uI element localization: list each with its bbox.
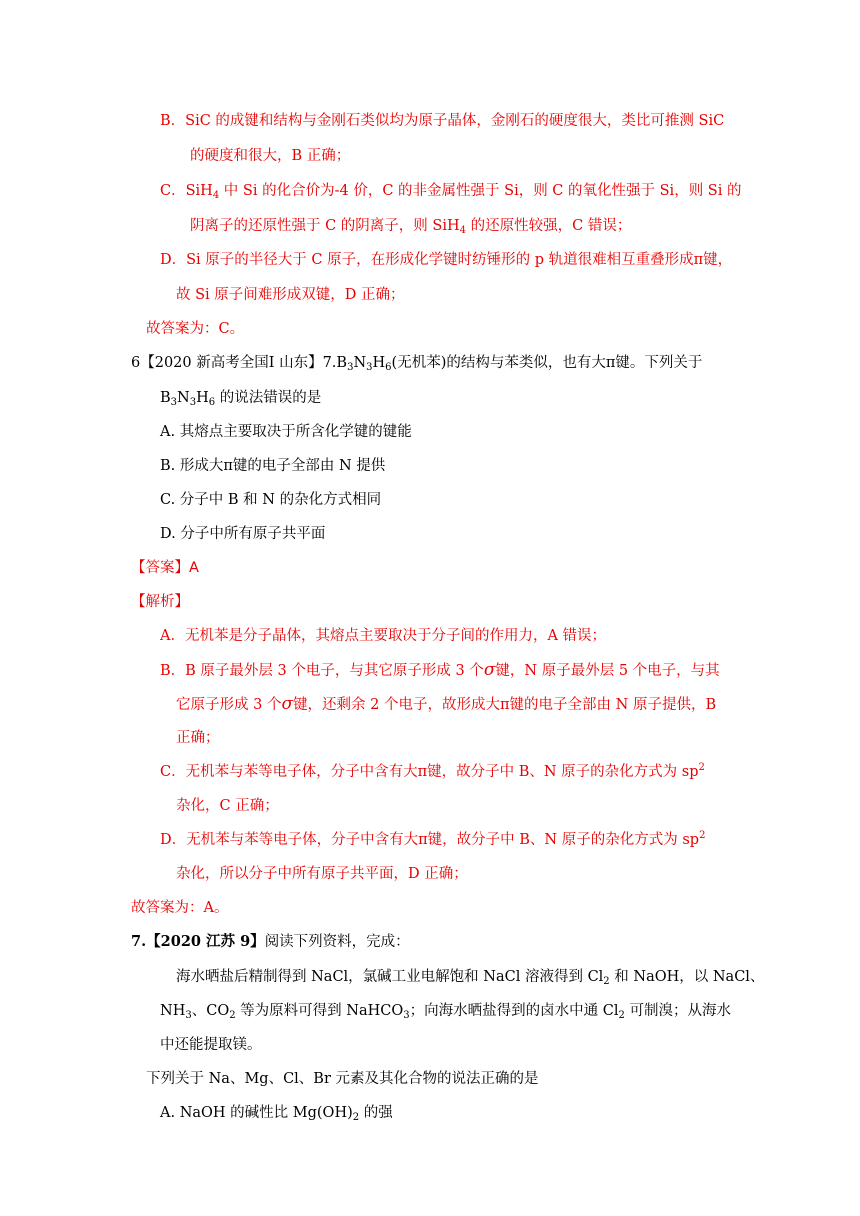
sigma-symbol: σ <box>483 660 496 680</box>
q7-material-line3: 中还能提取镁。 <box>160 1037 262 1053</box>
q6-stem-line1: 6【2020 新高考全国Ⅰ 山东】$7.B_3N_3H_6$(无机苯)的结构与苯类似，也有大π键。下列关于 <box>131 355 703 373</box>
pi-symbol: π <box>417 764 428 780</box>
q6-analysis-d-line2: 杂化，所以分子中所有原子共平面，D 正确； <box>176 866 468 882</box>
q6-analysis-c-line2: 杂化，C 正确； <box>176 798 279 814</box>
q6-analysis-a: A．无机苯是分子晶体，其熔点主要取决于分子间的作用力，A 错误； <box>160 628 607 644</box>
pi-symbol: π <box>500 697 510 713</box>
q6-conclusion: 故答案为：A。 <box>131 900 229 916</box>
q7-heading: 7.【2020 江苏 9】阅读下列资料，完成： <box>131 933 410 950</box>
q6-option-a: A. 其熔点主要取决于所含化学键的键能 <box>160 424 412 440</box>
q6-option-b: B. 形成大π键的电子全部由 N 提供 <box>160 458 386 474</box>
q6-analysis-c-line1: C．无机苯与苯等电子体，分子中含有大π键，故分子中 B、N 原子的杂化方式为 $sp^2$ <box>160 762 705 780</box>
q6-analysis-label: 【解析】 <box>131 594 189 610</box>
prev-option-d-line1: D．Si 原子的半径大于 C 原子，在形成化学键时纺锤形的 p 轨道很难相互重叠形成π键， <box>160 252 733 268</box>
prev-option-b-line2: 的硬度和很大，B 正确； <box>190 148 351 164</box>
q6-option-c: C. 分子中 B 和 N 的杂化方式相同 <box>160 492 382 508</box>
q6-analysis-b-line2: 它原子形成 3 个σ键，还剩余 2 个电子，故形成大π键的电子全部由 N 原子提供，B <box>176 694 717 714</box>
pi-symbol: π <box>418 832 428 848</box>
prev-option-c-line2: 阴离子的还原性强于 C 的阴离子，则 SiH$_4$ 的还原性较强，C 错误； <box>190 218 632 236</box>
prev-option-b-line1: B．SiC 的成键和结构与金刚石类似均为原子晶体，金刚石的硬度很大，类比可推测 SiC <box>160 113 725 129</box>
sigma-symbol: σ <box>281 694 294 714</box>
q6-stem-line2: $B_3N_3H_6$ 的说法错误的是 <box>160 390 322 408</box>
q7-material-line2: $NH_3$、$CO_2$ 等为原料可得到 NaHCO$_3$；向海水晒盐得到的卤水中通 $Cl_2$ 可制溴；从海水 <box>160 1003 731 1021</box>
q7-question: 下列关于 Na、Mg、Cl、Br 元素及其化合物的说法正确的是 <box>146 1071 539 1087</box>
q6-answer: 【答案】A <box>131 560 199 576</box>
prev-conclusion: 故答案为：C。 <box>146 321 245 337</box>
q6-analysis-d-line1: D．无机苯与苯等电子体，分子中含有大π键，故分子中 B、N 原子的杂化方式为 $sp^2$ <box>160 830 706 848</box>
q6-analysis-b-line1: B．B 原子最外层 3 个电子，与其它原子形成 3 个σ键，N 原子最外层 5 个电子，与其 <box>160 660 720 680</box>
prev-option-c-line1: C．SiH$_4$ 中 Si 的化合价为-4 价，C 的非金属性强于 Si，则 C 的氧化性强于 Si，则 Si 的 <box>160 183 742 201</box>
q7-option-a: A. NaOH 的碱性比 $Mg(OH)_2$ 的强 <box>160 1105 393 1123</box>
q7-material-line1: 海水晒盐后精制得到 NaCl，氯碱工业电解饱和 NaCl 溶液得到 $Cl_2$ 和 NaOH，以 NaCl、 <box>176 969 765 987</box>
q6-analysis-b-line3: 正确； <box>176 730 220 746</box>
prev-option-d-line2: 故 Si 原子间难形成双键，D 正确； <box>176 287 405 303</box>
q6-option-d: D. 分子中所有原子共平面 <box>160 526 326 542</box>
